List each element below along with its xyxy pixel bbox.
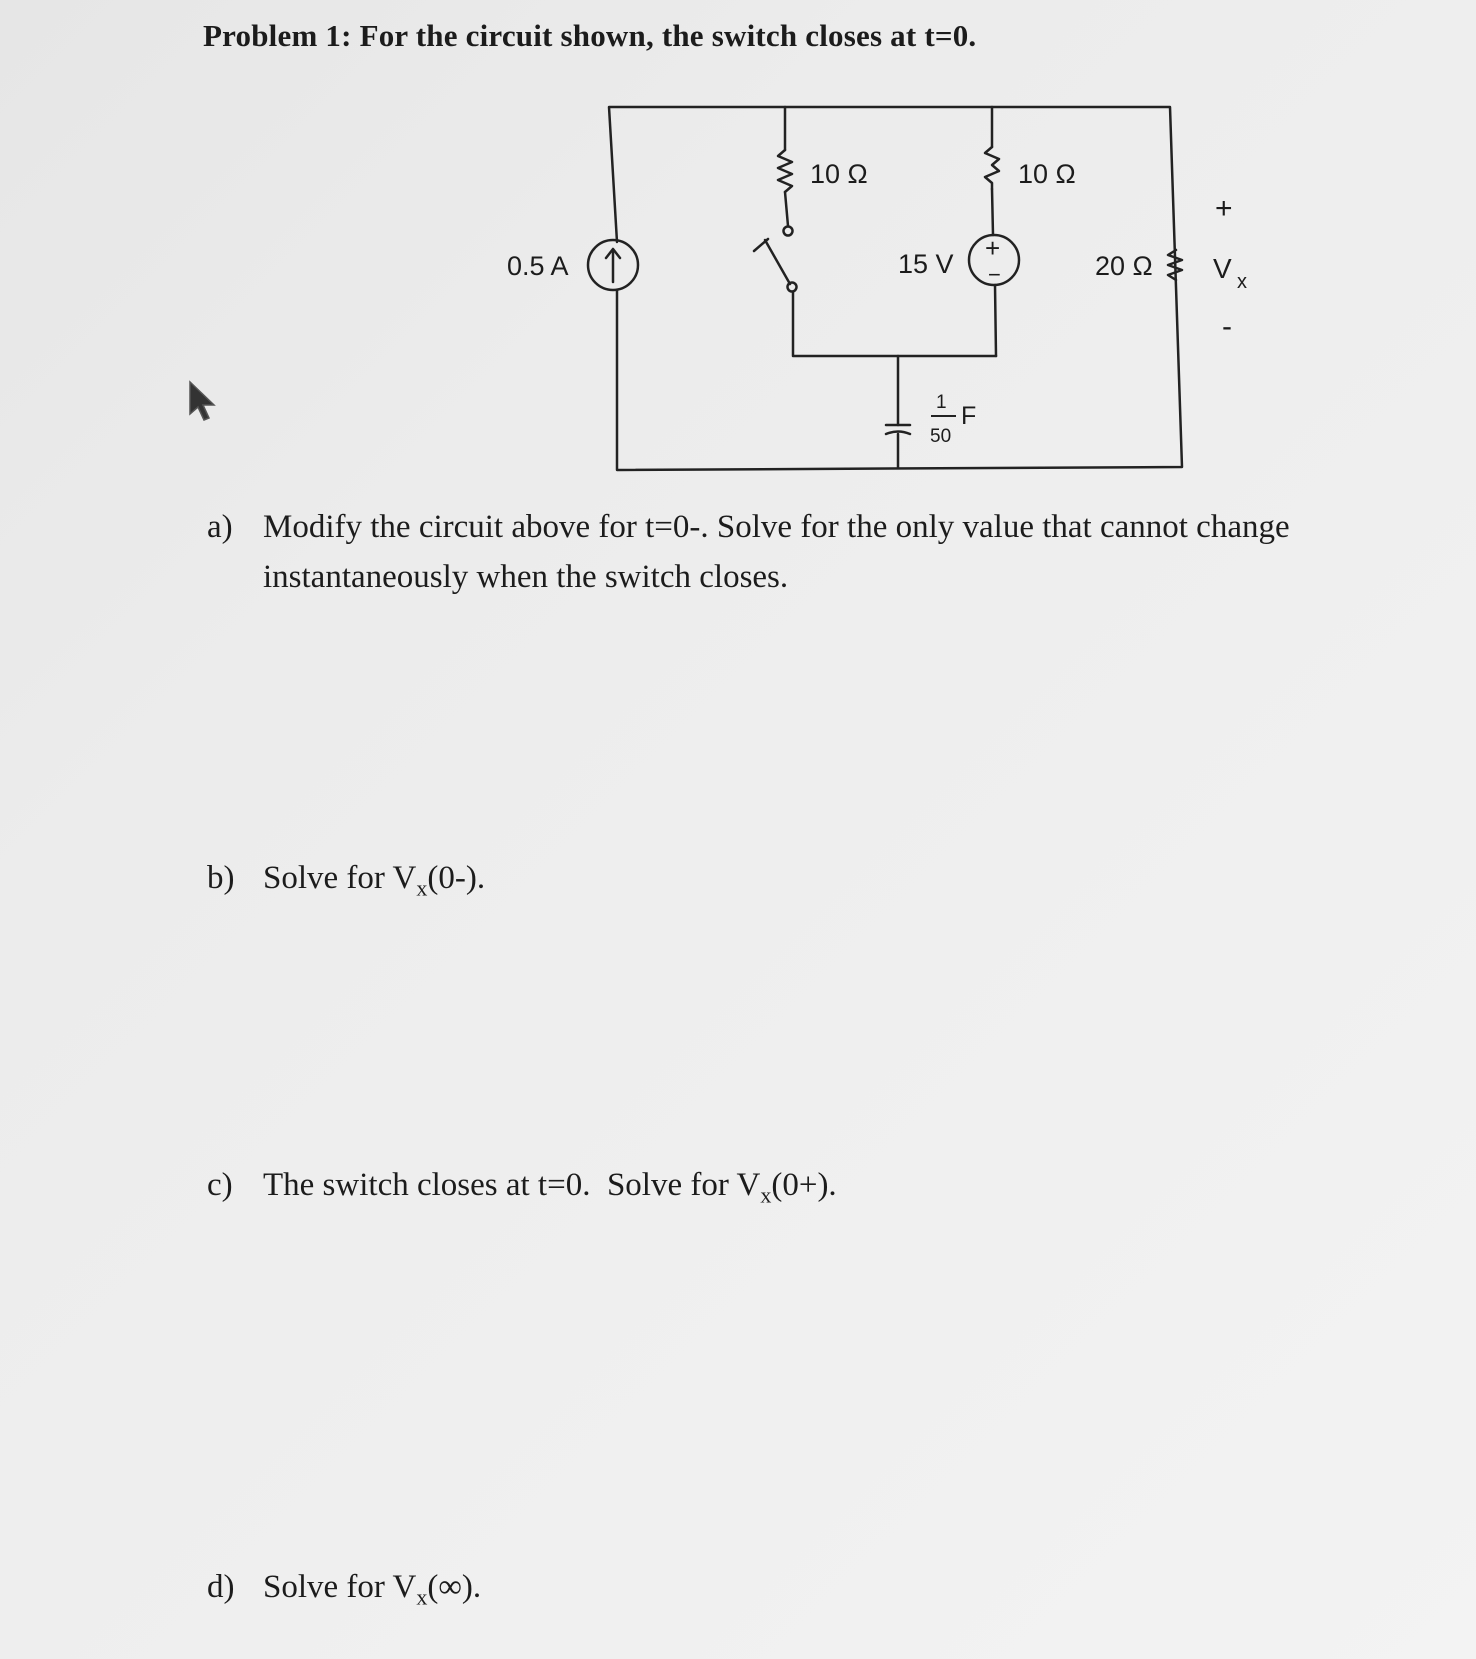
vx-subscript: x [1237, 271, 1247, 293]
question-b-subscript: x [416, 875, 428, 901]
wire-left-branch-mid [785, 192, 788, 226]
question-c [207, 1160, 837, 1221]
voltage-source-label: 15 V [898, 249, 954, 279]
resistor-right [985, 147, 999, 189]
question-c-subscript: x [760, 1182, 772, 1208]
question-d [207, 1562, 481, 1623]
wire-outer-left [609, 107, 1182, 470]
vx-label: V [1213, 253, 1232, 284]
question-b-letter: b) [207, 860, 235, 896]
wire-right-branch-mid [992, 189, 993, 235]
wire-vs-down [995, 285, 996, 356]
question-c-letter: c) [207, 1167, 233, 1203]
question-b-text-pre: Solve for V [263, 860, 417, 896]
question-d-subscript: x [416, 1584, 428, 1610]
question-d-letter: d) [207, 1569, 235, 1605]
circuit-diagram [0, 0, 1476, 520]
mouse-pointer-icon [186, 378, 222, 424]
resistor-vertical-label: 20 Ω [1095, 251, 1153, 281]
question-a-letter: a) [207, 509, 233, 545]
question-a-line1: Modify the circuit above for t=0-. Solve for the only value that cannot change [263, 509, 1290, 545]
resistor-left [778, 150, 792, 192]
question-d-text-post: (∞). [427, 1569, 482, 1605]
current-source-label: 0.5 A [507, 251, 569, 281]
question-d-text-pre: Solve for V [263, 1569, 417, 1605]
switch-blade [765, 240, 790, 284]
question-a-line2: instantaneously when the switch closes. [263, 559, 789, 595]
problem-title: Problem 1: For the circuit shown, the switch closes at t=0. [203, 18, 977, 53]
switch-bottom-terminal [788, 283, 797, 292]
switch-actuator [754, 239, 768, 251]
question-a [207, 502, 1290, 602]
question-c-text-post: (0+). [771, 1167, 837, 1203]
question-c-text-pre: The switch closes at t=0. Solve for V [263, 1167, 761, 1203]
switch-top-terminal [784, 227, 793, 236]
capacitor-denominator: 50 [930, 426, 952, 447]
vx-minus: - [1222, 310, 1232, 343]
question-b-text-post: (0-). [427, 860, 486, 896]
voltage-source-minus: − [988, 262, 1001, 287]
resistor-left-label: 10 Ω [810, 159, 868, 189]
capacitor-numerator: 1 [936, 392, 947, 413]
question-b [207, 853, 485, 914]
capacitor-unit: F [961, 402, 977, 430]
wire-switch-down [793, 292, 996, 356]
resistor-right-label: 10 Ω [1018, 159, 1076, 189]
voltage-source-plus: + [985, 233, 1001, 263]
vx-plus: + [1215, 192, 1233, 225]
